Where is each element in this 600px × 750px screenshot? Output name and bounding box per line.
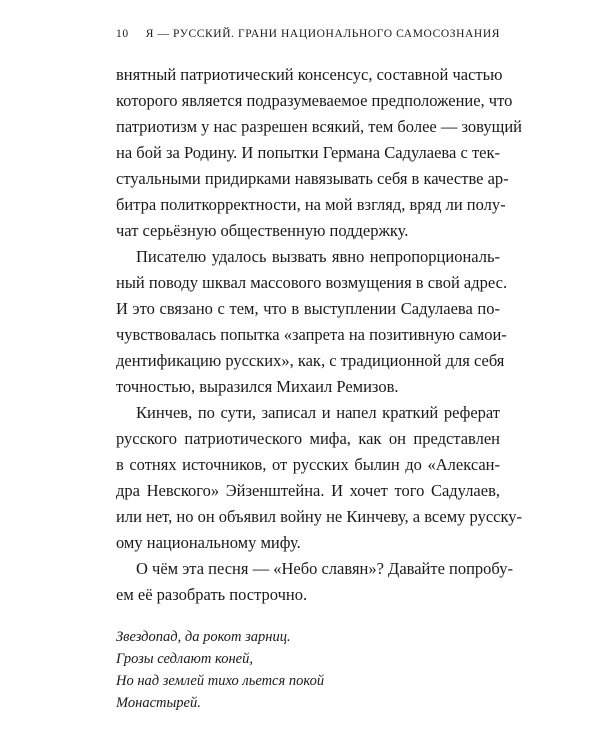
verse-line: Звездопад, да рокот зарниц. bbox=[116, 629, 291, 645]
text-line: которого является подразумеваемое предположение, что bbox=[116, 91, 513, 110]
text-line: стуальными придирками навязывать себя в качестве ар- bbox=[116, 169, 509, 188]
text-line: чат серьёзную общественную поддержку. bbox=[116, 221, 409, 240]
text-line: дентификацию русских», как, с традиционной для себя bbox=[116, 351, 505, 370]
text-line: ем её разобрать построчно. bbox=[116, 585, 308, 604]
text-line: точностью, выразился Михаил Ремизов. bbox=[116, 377, 399, 396]
text-line: чувствовалась попытка «запрета на позитивную самои- bbox=[116, 325, 507, 344]
text-line: на бой за Родину. И попытки Германа Садулаева с тек- bbox=[116, 143, 500, 162]
text-line: или нет, но он объявил войну не Кинчеву, а всему русску- bbox=[116, 507, 523, 526]
text-line: ому национальному мифу. bbox=[116, 533, 301, 552]
text-line: О чём эта песня — «Небо славян»? Давайте попробу- bbox=[136, 559, 513, 578]
text-line: внятный патриотический консенсус, составной частью bbox=[116, 65, 503, 84]
page-number: 10 bbox=[116, 28, 129, 40]
running-title: Я — РУССКИЙ. ГРАНИ НАЦИОНАЛЬНОГО САМОСОЗНАНИЯ bbox=[145, 28, 500, 40]
text-line: Кинчев, по сути, записал и напел краткий реферат bbox=[136, 403, 500, 422]
text-line: И это связано с тем, что в выступлении Садулаева по- bbox=[116, 299, 500, 318]
text-line: ный поводу шквал массового возмущения в свой адрес. bbox=[116, 273, 508, 292]
text-line: русского патриотического мифа, как он представлен bbox=[116, 429, 500, 448]
text-line: в сотнях источников, от русских былин до «Алексан- bbox=[116, 455, 500, 474]
verse-line: Но над землей тихо льется покой bbox=[116, 673, 325, 689]
text-line: Писателю удалось вызвать явно непропорциональ- bbox=[136, 247, 500, 266]
verse-line: Монастырей. bbox=[116, 695, 201, 711]
verse-line: Грозы седлают коней, bbox=[116, 651, 253, 667]
text-line: дра Невского» Эйзенштейна. И хочет того Садулаев, bbox=[116, 481, 500, 500]
text-line: патриотизм у нас разрешен всякий, тем более — зовущий bbox=[116, 117, 522, 136]
text-line: битра политкорректности, на мой взгляд, вряд ли полу- bbox=[116, 195, 506, 214]
